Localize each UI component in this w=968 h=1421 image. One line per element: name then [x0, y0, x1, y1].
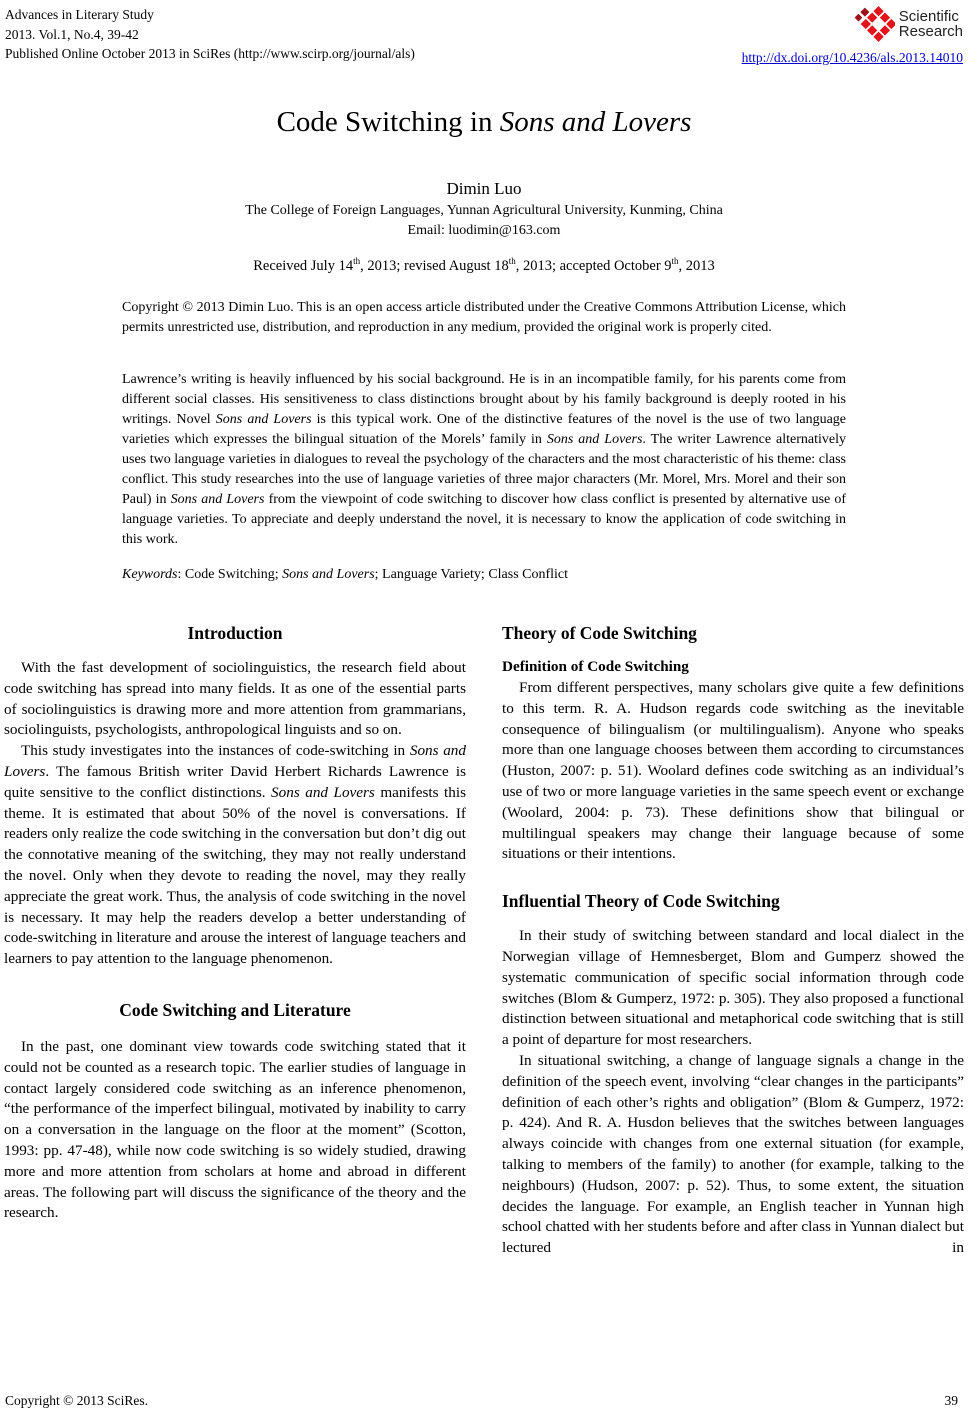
- intro-paragraph-2: This study investigates into the instances of code-switching in Sons and Lovers. The famous British writer David Herbert Richards Lawrence is quite sensitive to the conflict distinctions. Sons and Lovers manifests this theme. It is estimated that about 50% of the novel is conversations. If readers only realize the code switching in the conversation but don’t dig out the connotative meaning of the switching, they may not really understand the novel. Only when they devote to reading the novel, may they really appreciate the great work. Thus, the analysis of code switching in the novel is necessary. It may help the readers develop a better understanding of code-switching in literature and arouse the interest of language teachers and learners to pay attention to the language phenomenon.: [4, 742, 466, 968]
- received-dates: Received July 14th, 2013; revised August 18th, 2013; accepted October 9th, 2013: [253, 256, 715, 274]
- journal-header: [5, 5, 963, 67]
- subsection-heading-influential-theory: Influential Theory of Code Switching: [502, 891, 780, 912]
- journal-info: [5, 5, 415, 64]
- copyright-notice: Copyright © 2013 Dimin Luo. This is an open access article distributed under the Creative Commons Attribution License, which permits unrestricted use, distribution, and reproduction in any medium, provided the original work is properly cited.: [122, 300, 846, 335]
- subsection-heading-definition: Definition of Code Switching: [502, 658, 689, 675]
- keywords-line: Keywords: Code Switching; Sons and Lovers; Language Variety; Class Conflict: [122, 567, 569, 582]
- right-column: [502, 619, 964, 1259]
- scirp-diamonds-icon: [853, 5, 895, 43]
- footer-copyright: Copyright © 2013 SciRes.: [5, 1393, 149, 1408]
- publisher-name-line2: Research: [898, 23, 963, 40]
- publisher-logo: [742, 5, 963, 43]
- abstract: Lawrence’s writing is heavily influenced by his social background. He is in an incompatible family, for his parents come from different social classes. His sensitiveness to class distinctions brought about by his family background is deeply rooted in his writings. Novel Sons and Lovers is this typical work. One of the distinctive features of the novel is the use of two language varieties which expresses the bilingual situation of the Morels’ family in Sons and Lovers. The writer Lawrence alternatively uses two language varieties in dialogues to reveal the psychology of the characters and the most characteristic of his theme: class conflict. This study researches into the use of language varieties of three major characters (Mr. Morel, Mrs. Morel and their son Paul) in Sons and Lovers from the viewpoint of code switching to discover how class conflict is presented by alternative use of language varieties. To appreciate and deeply understand the novel, it is necessary to know the application of code switching in this work.: [122, 372, 847, 547]
- literature-paragraph-1: In the past, one dominant view towards code switching stated that it could not be counted as a research topic. The earlier studies of language in contact largely considered code switching as an inference phenomenon, “the performance of the imperfect bilingual, motivated by inability to carry on a conversation in the language on the floor at the moment” (Scotton, 1993: pp. 47-48), while now code switching is so widely studied, drawing more and more attention from scholars at home and abroad in different areas. The following part will discuss the significance of the theory and the research.: [4, 1037, 466, 1222]
- author-name: Dimin Luo: [446, 179, 522, 198]
- section-heading-code-switching-and-literature: Code Switching and Literature: [119, 999, 351, 1020]
- definition-paragraph-1: From different perspectives, many scholars give quite a few definitions to this term. R. A. Hudson regards code switching as the inevitable consequence of bilingualism (or multilingualism). Anyone who speaks more than one language chooses between them according to circumstances (Huston, 2007: p. 51). Woolard defines code switching as an individual’s use of two or more language varieties in the same speech event or exchange (Woolard, 2004: p. 73). These definitions show that bilingual or multilingual speakers may change their language because of some situations or their intentions.: [502, 679, 964, 863]
- journal-published-line: Published Online October 2013 in SciRes (http://www.scirp.org/journal/als): [5, 46, 415, 61]
- influential-paragraph-1: In their study of switching between standard and local dialect in the Norwegian village of Hemnesberget, Blom and Gumperz showed the systematic communication of specific social information through code switches (Blom & Gumperz, 1972: p. 305). They also proposed a functional distinction between situational and metaphorical code switching that is still a point of departure for most researchers.: [502, 927, 965, 1049]
- author-email: Email: luodimin@163.com: [407, 223, 561, 238]
- section-heading-theory-of-code-switching: Theory of Code Switching: [502, 623, 697, 643]
- doi-link[interactable]: http://dx.doi.org/10.4236/als.2013.14010: [741, 50, 963, 65]
- journal-issue: 2013. Vol.1, No.4, 39-42: [5, 26, 139, 42]
- author-affiliation: The College of Foreign Languages, Yunnan Agricultural University, Kunming, China: [245, 203, 723, 218]
- journal-name: Advances in Literary Study: [5, 7, 154, 22]
- intro-paragraph-1: With the fast development of sociolinguistics, the research field about code switching has spread into many fields. It as one of the essential parts of sociolinguistics is drawing more and more attention from grammarians, sociolinguists, psychologists, anthropological linguists and so on.: [4, 659, 466, 739]
- page-footer: [5, 1393, 958, 1409]
- section-heading-introduction: Introduction: [187, 623, 283, 643]
- influential-paragraph-2: In situational switching, a change of language signals a change in the definition of the speech event, involving “clear changes in the participants” definition of each other’s rights and obligation” (Blom & Gumperz, 1972: p. 424). And R. A. Husdon believes that the switches between languages always coincide with changes from one external situation (for example, talking to members of the family) to another (for example, talking to the neighbours) (Hudson, 2007: p. 52). Thus, to some extent, the situation decides the language. For example, an English teacher in Yunnan high school chatted with her students before and after class in Yunnan dialect but lectured in: [502, 1051, 964, 1257]
- body-columns: [0, 619, 968, 1259]
- paper-title: Code Switching in Sons and Lovers: [276, 106, 692, 138]
- publisher-name: [899, 9, 963, 39]
- publisher-block: [742, 5, 963, 67]
- publisher-name-line1: Scientific: [898, 8, 959, 25]
- page-number: 39: [944, 1393, 958, 1408]
- left-column: [4, 619, 466, 1259]
